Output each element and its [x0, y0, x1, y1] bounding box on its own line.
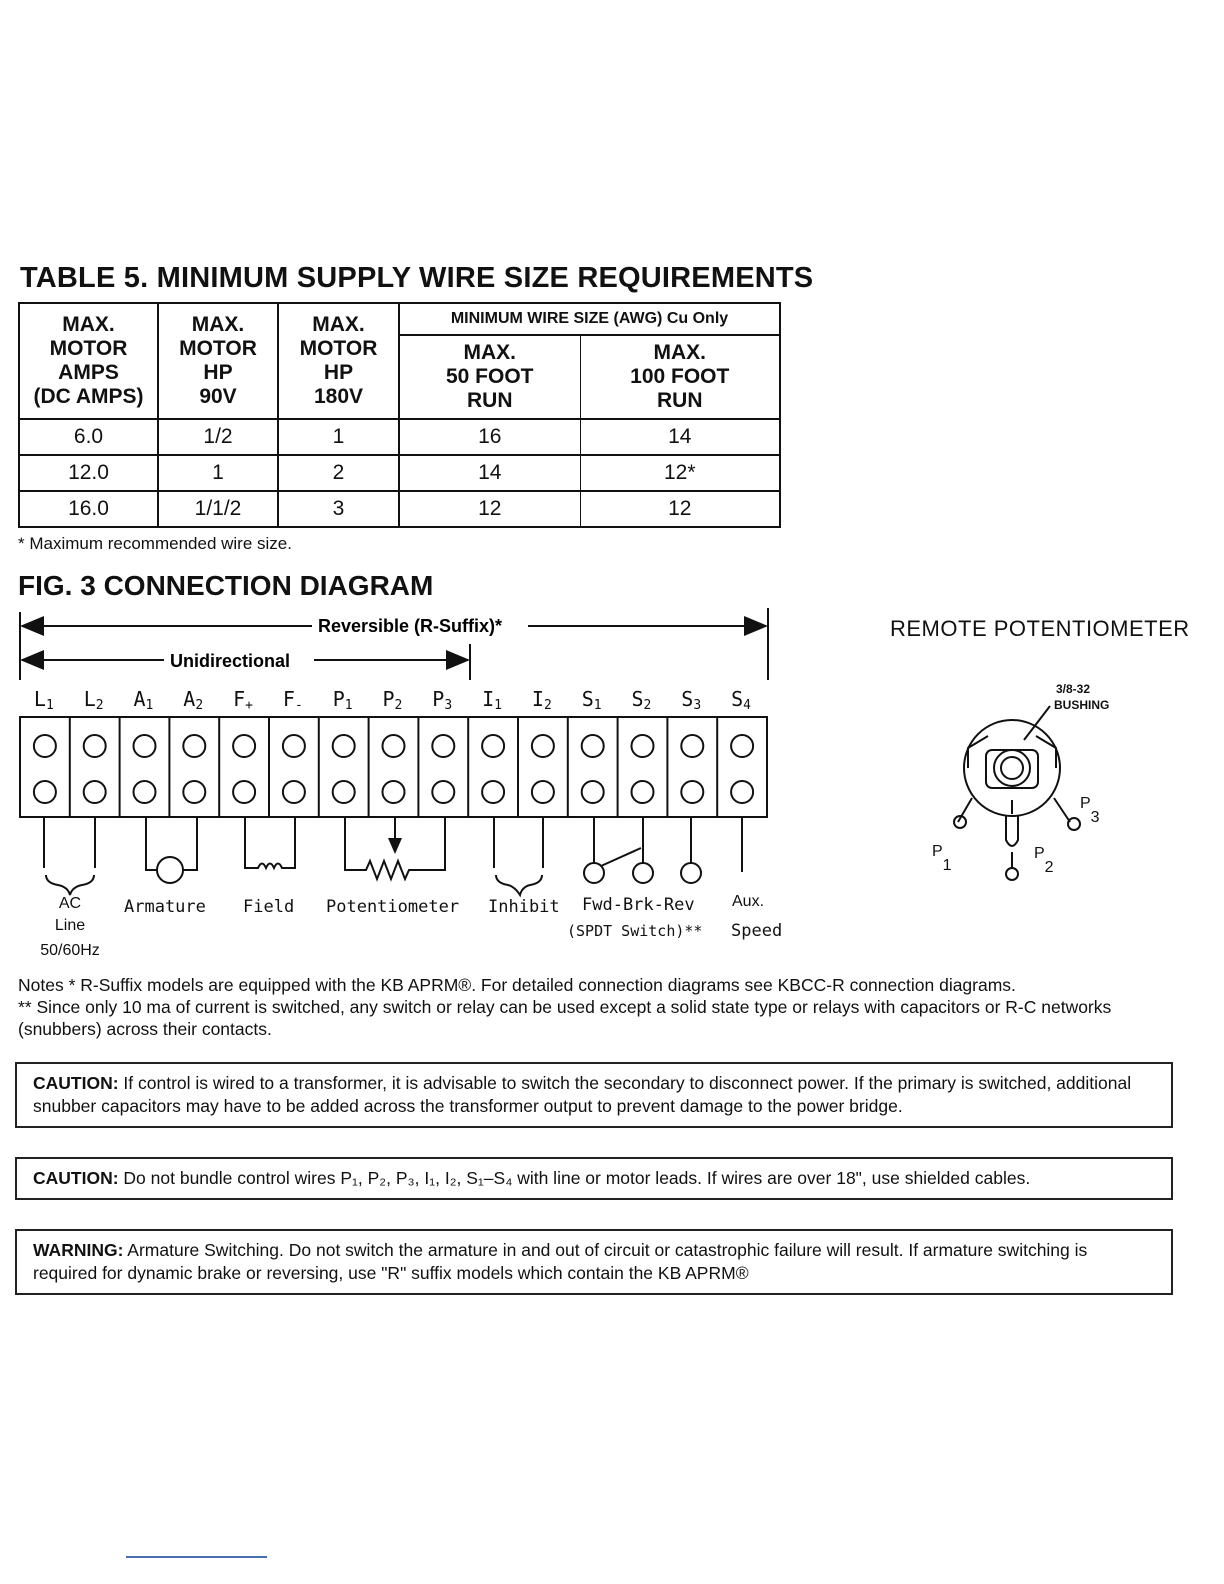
- table-row: [19, 455, 780, 491]
- terminal-screw-icon: [532, 781, 554, 803]
- remote-p2-label: P2: [1034, 845, 1054, 876]
- terminal-screw-icon: [432, 781, 454, 803]
- terminal-screw-icon: [34, 781, 56, 803]
- terminal-screw-icon: [283, 735, 305, 757]
- caution-label: CAUTION:: [33, 1168, 119, 1188]
- table-cell: 12: [580, 491, 780, 527]
- terminal-screw-icon: [582, 781, 604, 803]
- terminal-screw-icon: [731, 781, 753, 803]
- table-cell: 12*: [580, 455, 780, 491]
- header-max-motor-hp-180v: MAX. MOTOR HP 180V: [278, 303, 399, 419]
- armature-motor-icon: [157, 857, 183, 883]
- note-line-1: Notes * R-Suffix models are equipped with the KB APRM®. For detailed connection diagrams see KBCC-R connection diagrams.: [18, 975, 1016, 995]
- terminal-screw-icon: [532, 735, 554, 757]
- table-cell: 1/1/2: [158, 491, 278, 527]
- terminal-screw-icon: [84, 781, 106, 803]
- table-cell: 14: [580, 419, 780, 455]
- terminal-screw-icon: [333, 735, 355, 757]
- terminal-screw-icon: [383, 735, 405, 757]
- terminal-screw-icon: [183, 735, 205, 757]
- terminal-screw-icon: [283, 781, 305, 803]
- terminal-screw-icon: [482, 781, 504, 803]
- remote-p1-label: P1: [932, 843, 952, 874]
- fig3-title: FIG. 3 CONNECTION DIAGRAM: [18, 570, 434, 601]
- warning-text: Armature Switching. Do not switch the armature in and out of circuit or catastrophic failure will result. If armature switching is required for dynamic brake or reversing, use "R" suffix models which contain the KB APRM®: [33, 1240, 1088, 1283]
- terminal-label: L1: [33, 687, 54, 713]
- terminal-screw-icon: [482, 735, 504, 757]
- terminal-screw-icon: [134, 735, 156, 757]
- bushing-size-label: 3/8-32: [1056, 682, 1091, 696]
- inhibit-label: Inhibit: [488, 897, 560, 917]
- header-max-motor-hp-90v: MAX. MOTOR HP 90V: [158, 303, 278, 419]
- terminal-screw-icon: [731, 735, 753, 757]
- warning-box-armature: [15, 1229, 1173, 1295]
- table-cell: 1/2: [158, 419, 278, 455]
- ac-line-freq-label: 50/60Hz: [40, 942, 100, 959]
- terminal-screw-icon: [233, 781, 255, 803]
- terminal-label: I1: [482, 687, 502, 713]
- table-cell: 3: [278, 491, 399, 527]
- table-cell: 1: [278, 419, 399, 455]
- terminal-label: S4: [731, 687, 751, 713]
- terminal-label: F-: [282, 687, 303, 713]
- table-cell: 12: [399, 491, 580, 527]
- remote-potentiometer-title: REMOTE POTENTIOMETER: [890, 616, 1190, 641]
- header-100-foot-run: MAX. 100 FOOT RUN: [580, 335, 780, 419]
- terminal-screw-icon: [183, 781, 205, 803]
- caution-box-transformer: [15, 1062, 1173, 1128]
- terminal-label: P2: [382, 687, 403, 713]
- table-cell: 2: [278, 455, 399, 491]
- table-cell: 1: [158, 455, 278, 491]
- aux-speed-label: Speed: [731, 921, 783, 941]
- notes: [18, 974, 1168, 1040]
- caution-text: If control is wired to a transformer, it is advisable to switch the secondary to disconnect power. If the primary is switched, additional snubber capacitors may have to be added across the transformer output to prevent damage to the power bridge.: [33, 1073, 1132, 1116]
- switch-type-label: (SPDT Switch)**: [567, 922, 703, 940]
- reversible-label: Reversible (R-Suffix)*: [318, 616, 503, 636]
- terminal-label: P1: [332, 687, 353, 713]
- terminal-screw-icon: [84, 735, 106, 757]
- caution-box-bundling: [15, 1157, 1173, 1200]
- terminal-label: S3: [681, 687, 702, 713]
- field-label: Field: [243, 897, 295, 917]
- switch-label: Fwd-Brk-Rev: [582, 895, 695, 915]
- table5-title: TABLE 5. MINIMUM SUPPLY WIRE SIZE REQUIREMENTS: [20, 262, 814, 294]
- warning-label: WARNING:: [33, 1240, 124, 1260]
- terminal-label: F+: [233, 687, 253, 713]
- ac-line-label: AC: [58, 895, 82, 912]
- potentiometer-label: Potentiometer: [326, 897, 460, 917]
- wiper-arrow-icon: [388, 838, 402, 854]
- terminal-label: A2: [183, 687, 204, 713]
- remote-potentiometer-icon: [954, 706, 1080, 880]
- ac-line-label: Line: [54, 917, 86, 934]
- armature-label: Armature: [124, 897, 206, 917]
- terminal-screw-icon: [233, 735, 255, 757]
- terminal-screw-icon: [34, 735, 56, 757]
- terminal-screw-icon: [582, 735, 604, 757]
- terminal-screw-icon: [632, 735, 654, 757]
- terminal-label: S2: [631, 687, 652, 713]
- terminal-screw-icon: [681, 781, 703, 803]
- terminal-label: L2: [83, 687, 104, 713]
- table-cell: 6.0: [19, 419, 158, 455]
- terminal-label: P3: [432, 687, 453, 713]
- table-cell: 16: [399, 419, 580, 455]
- terminal-label: S1: [581, 687, 602, 713]
- table-row: [19, 419, 780, 455]
- terminal-screw-icon: [134, 781, 156, 803]
- terminal-screw-icon: [632, 781, 654, 803]
- note-line-2: ** Since only 10 ma of current is switched, any switch or relay can be used except a solid state type or relays with capacitors or R-C networks (snubbers) across their contacts.: [18, 997, 1112, 1039]
- terminal-screw-icon: [681, 735, 703, 757]
- table-cell: 12.0: [19, 455, 158, 491]
- remote-p3-label: P3: [1080, 795, 1100, 826]
- unidirectional-label: Unidirectional: [170, 651, 291, 671]
- connection-diagram: [0, 600, 1224, 960]
- terminal-screw-icon: [432, 735, 454, 757]
- terminal-label: I2: [531, 687, 552, 713]
- wire-size-table: [18, 302, 781, 528]
- header-max-motor-amps: MAX. MOTOR AMPS (DC AMPS): [19, 303, 158, 419]
- terminal-screw-icon: [333, 781, 355, 803]
- header-minimum-wire-size: MINIMUM WIRE SIZE (AWG) Cu Only: [399, 303, 780, 335]
- caution-label: CAUTION:: [33, 1073, 119, 1093]
- caution-text: Do not bundle control wires P₁, P₂, P₃, I₁, I₂, S₁–S₄ with line or motor leads. If wires are over 18", use shielded cables.: [118, 1168, 1031, 1188]
- aux-label: Aux.: [732, 893, 765, 910]
- table-cell: 16.0: [19, 491, 158, 527]
- table5-footnote: * Maximum recommended wire size.: [18, 534, 292, 553]
- terminal-screw-icon: [383, 781, 405, 803]
- divider: [126, 1556, 267, 1558]
- bushing-label: BUSHING: [1054, 698, 1110, 712]
- table-row: [19, 491, 780, 527]
- terminal-label: A1: [133, 687, 154, 713]
- table-cell: 14: [399, 455, 580, 491]
- header-50-foot-run: MAX. 50 FOOT RUN: [399, 335, 580, 419]
